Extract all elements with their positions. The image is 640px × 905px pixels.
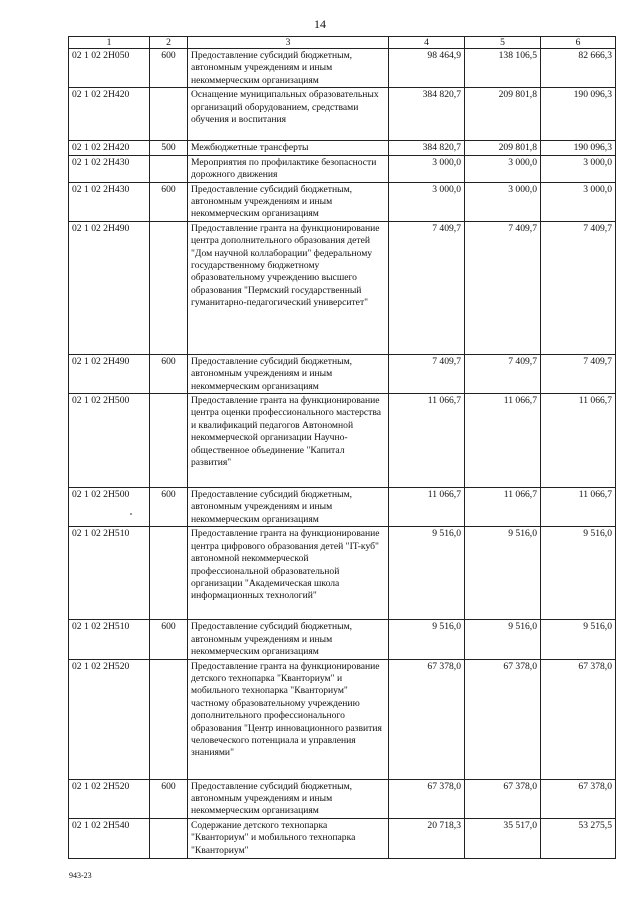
amount-col-5: 67 378,0 — [465, 779, 541, 818]
item-name: Предоставление субсидий бюджетным, автономным учреждениям и иным некоммерческим организациям — [188, 488, 389, 527]
amount-col-6: 190 096,3 — [541, 88, 616, 141]
item-name: Содержание детского технопарка "Кванториум" и мобильного технопарка "Кванториум" — [188, 818, 389, 858]
amount-col-4: 11 066,7 — [389, 394, 465, 488]
amount-col-5: 3 000,0 — [465, 155, 541, 182]
amount-col-4: 9 516,0 — [389, 527, 465, 620]
item-name: Предоставление субсидий бюджетным, автономным учреждениям и иным некоммерческим организациям — [188, 354, 389, 393]
item-name: Предоставление гранта на функционирование центра оценки профессионального мастерства и квалификаций педагогов Автономной некоммерческой организации Научно-общественное объединение "Капитал развития" — [188, 394, 389, 488]
amount-col-4: 9 516,0 — [389, 620, 465, 659]
expense-type-code: 600 — [150, 354, 188, 393]
item-name: Предоставление субсидий бюджетным, автономным учреждениям и иным некоммерческим организациям — [188, 49, 389, 88]
scan-speck — [130, 513, 132, 515]
amount-col-6: 82 666,3 — [541, 49, 616, 88]
table-row — [69, 88, 616, 141]
table-row — [69, 141, 616, 155]
item-name: Предоставление гранта на функционирование центра цифрового образования детей "IT-куб" автономной некоммерческой профессиональной образовательной организации "Академическая школа информационных технологий" — [188, 527, 389, 620]
target-article-code: 02 1 02 2Н520 — [69, 779, 150, 818]
expense-type-code — [150, 818, 188, 858]
target-article-code: 02 1 02 2Н500 — [69, 394, 150, 488]
amount-col-5: 11 066,7 — [465, 394, 541, 488]
amount-col-6: 67 378,0 — [541, 659, 616, 779]
expense-type-code: 600 — [150, 779, 188, 818]
amount-col-6: 11 066,7 — [541, 488, 616, 527]
expense-type-code — [150, 394, 188, 488]
amount-col-5: 3 000,0 — [465, 182, 541, 221]
item-name: Оснащение муниципальных образовательных организаций оборудованием, средствами обучения и воспитания — [188, 88, 389, 141]
amount-col-6: 9 516,0 — [541, 620, 616, 659]
target-article-code: 02 1 02 2Н520 — [69, 659, 150, 779]
target-article-code: 02 1 02 2Н050 — [69, 49, 150, 88]
amount-col-5: 209 801,8 — [465, 141, 541, 155]
target-article-code: 02 1 02 2Н510 — [69, 527, 150, 620]
amount-col-4: 11 066,7 — [389, 488, 465, 527]
table-row — [69, 182, 616, 221]
amount-col-6: 7 409,7 — [541, 354, 616, 393]
page-number: 14 — [314, 17, 326, 31]
target-article-code: 02 1 02 2Н540 — [69, 818, 150, 858]
amount-col-5: 35 517,0 — [465, 818, 541, 858]
target-article-code: 02 1 02 2Н420 — [69, 141, 150, 155]
amount-col-5: 7 409,7 — [465, 221, 541, 354]
item-name: Мероприятия по профилактике безопасности дорожного движения — [188, 155, 389, 182]
expense-type-code: 600 — [150, 49, 188, 88]
item-name: Предоставление гранта на функционирование детского технопарка "Кванториум" и мобильного технопарка "Кванториум" частному образовательному учреждению дополнительного профессионального образования "Центр инновационного развития человеческого потенциала и управления знаниями" — [188, 659, 389, 779]
expense-type-code — [150, 221, 188, 354]
table-row — [69, 155, 616, 182]
target-article-code: 02 1 02 2Н490 — [69, 354, 150, 393]
column-header-3: 3 — [188, 37, 389, 49]
table-row — [69, 49, 616, 88]
item-name: Предоставление субсидий бюджетным, автономным учреждениям и иным некоммерческим организациям — [188, 182, 389, 221]
expense-type-code — [150, 659, 188, 779]
amount-col-6: 7 409,7 — [541, 221, 616, 354]
table-row — [69, 221, 616, 354]
item-name: Предоставление субсидий бюджетным, автономным учреждениям и иным некоммерческим организациям — [188, 779, 389, 818]
amount-col-4: 384 820,7 — [389, 141, 465, 155]
amount-col-4: 3 000,0 — [389, 155, 465, 182]
document-footer-code: 943-23 — [69, 871, 92, 880]
budget-table — [68, 36, 616, 859]
target-article-code: 02 1 02 2Н420 — [69, 88, 150, 141]
column-header-2: 2 — [150, 37, 188, 49]
target-article-code: 02 1 02 2Н500 — [69, 488, 150, 527]
target-article-code: 02 1 02 2Н490 — [69, 221, 150, 354]
amount-col-5: 138 106,5 — [465, 49, 541, 88]
table-header-row — [69, 37, 616, 49]
expense-type-code: 500 — [150, 141, 188, 155]
amount-col-5: 209 801,8 — [465, 88, 541, 141]
expense-type-code — [150, 527, 188, 620]
amount-col-5: 9 516,0 — [465, 620, 541, 659]
amount-col-6: 9 516,0 — [541, 527, 616, 620]
amount-col-6: 3 000,0 — [541, 155, 616, 182]
table-row — [69, 818, 616, 858]
table-row — [69, 659, 616, 779]
column-header-6: 6 — [541, 37, 616, 49]
table-row — [69, 620, 616, 659]
amount-col-4: 67 378,0 — [389, 659, 465, 779]
item-name: Предоставление субсидий бюджетным, автономным учреждениям и иным некоммерческим организациям — [188, 620, 389, 659]
amount-col-4: 384 820,7 — [389, 88, 465, 141]
target-article-code: 02 1 02 2Н430 — [69, 182, 150, 221]
column-header-5: 5 — [465, 37, 541, 49]
amount-col-6: 11 066,7 — [541, 394, 616, 488]
amount-col-4: 3 000,0 — [389, 182, 465, 221]
target-article-code: 02 1 02 2Н430 — [69, 155, 150, 182]
table-row — [69, 354, 616, 393]
amount-col-6: 190 096,3 — [541, 141, 616, 155]
table-row — [69, 488, 616, 527]
item-name: Межбюджетные трансферты — [188, 141, 389, 155]
amount-col-5: 7 409,7 — [465, 354, 541, 393]
amount-col-6: 67 378,0 — [541, 779, 616, 818]
amount-col-4: 98 464,9 — [389, 49, 465, 88]
amount-col-4: 67 378,0 — [389, 779, 465, 818]
column-header-1: 1 — [69, 37, 150, 49]
item-name: Предоставление гранта на функционирование центра дополнительного образования детей "Дом научной коллаборации" федеральному государственному бюджетному образовательному учреждению высшего образования "Пермский государственный гуманитарно-педагогический университет" — [188, 221, 389, 354]
expense-type-code: 600 — [150, 620, 188, 659]
amount-col-4: 7 409,7 — [389, 221, 465, 354]
amount-col-4: 7 409,7 — [389, 354, 465, 393]
table-row — [69, 394, 616, 488]
expense-type-code: 600 — [150, 488, 188, 527]
expense-type-code — [150, 88, 188, 141]
amount-col-5: 9 516,0 — [465, 527, 541, 620]
amount-col-6: 53 275,5 — [541, 818, 616, 858]
expense-type-code: 600 — [150, 182, 188, 221]
target-article-code: 02 1 02 2Н510 — [69, 620, 150, 659]
amount-col-5: 11 066,7 — [465, 488, 541, 527]
amount-col-6: 3 000,0 — [541, 182, 616, 221]
amount-col-4: 20 718,3 — [389, 818, 465, 858]
table-row — [69, 779, 616, 818]
amount-col-5: 67 378,0 — [465, 659, 541, 779]
expense-type-code — [150, 155, 188, 182]
column-header-4: 4 — [389, 37, 465, 49]
table-row — [69, 527, 616, 620]
